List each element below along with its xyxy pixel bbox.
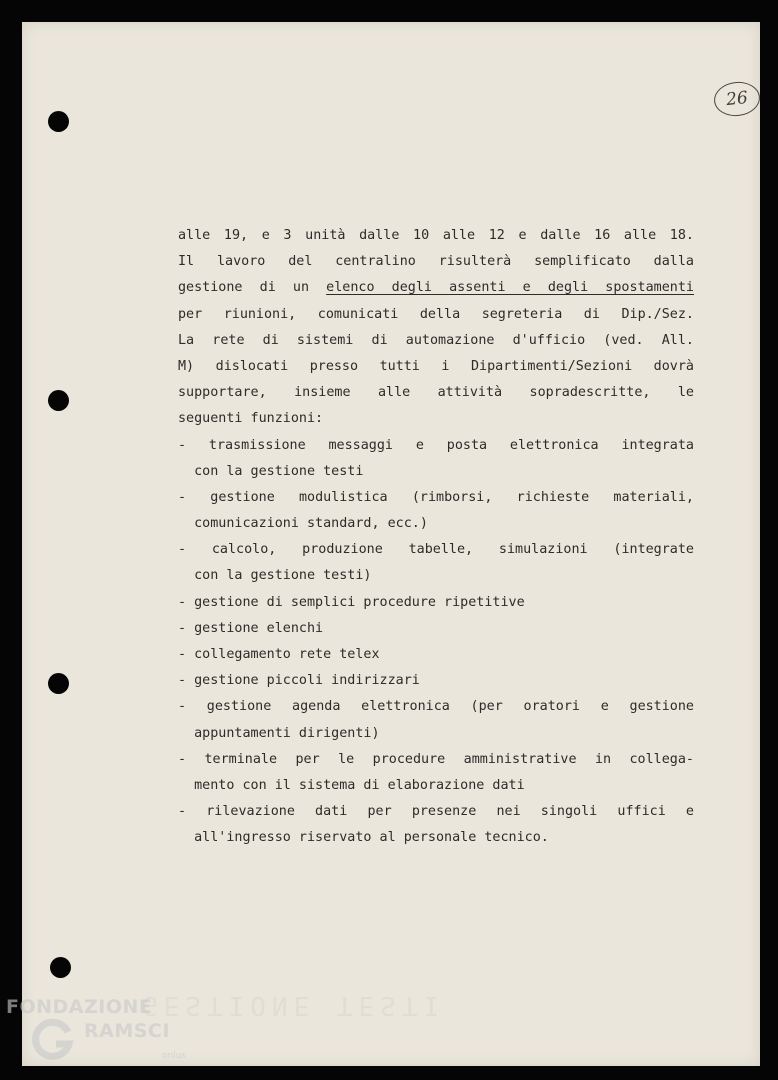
list-item: - trasmissione messaggi e posta elettronica integrata: [178, 437, 694, 453]
list-item-continuation: all'ingresso riservato al personale tecnico.: [178, 830, 549, 846]
list-item: - collegamento rete telex: [178, 647, 380, 662]
body-line: supportare, insieme alle attività sopradescritte, le: [178, 385, 694, 401]
body-line: Il lavoro del centralino risulterà semplificato dalla: [178, 254, 694, 270]
watermark-line2: RAMSCI: [84, 1020, 170, 1042]
list-item: - gestione modulistica (rimborsi, richieste materiali,: [178, 489, 694, 505]
list-item-continuation: comunicazioni standard, ecc.): [178, 516, 428, 532]
body-line: seguenti funzioni:: [178, 411, 324, 427]
body-line: La rete di sistemi di automazione d'ufficio (ved. All.: [178, 332, 694, 348]
list-item: - calcolo, produzione tabelle, simulazioni (integrate: [178, 542, 694, 558]
punch-hole: [48, 390, 69, 411]
body-line: alle 19, e 3 unità dalle 10 alle 12 e dalle 16 alle 18.: [178, 228, 694, 243]
watermark-logo: [6, 996, 196, 1076]
list-item: - gestione agenda elettronica (per oratori e gestione: [178, 699, 694, 715]
list-item: - gestione di semplici procedure ripetitive: [178, 594, 525, 610]
page-number: 26: [725, 87, 749, 111]
underlined-phrase: elenco degli assenti e degli spostamenti: [326, 280, 694, 296]
body-line: [178, 275, 694, 301]
punch-hole: [48, 111, 69, 132]
watermark-suffix: onlus: [162, 1051, 187, 1061]
body-line: per riunioni, comunicati della segreteria di Dip./Sez.: [178, 306, 694, 322]
list-item: - gestione elenchi: [178, 620, 324, 636]
page-number-circled: [712, 80, 761, 119]
list-item-continuation: appuntamenti dirigenti): [178, 725, 380, 741]
list-item: - gestione piccoli indirizzari: [178, 673, 420, 689]
body-line: M) dislocati presso tutti i Dipartimenti/Sezioni dovrà: [178, 358, 694, 374]
list-item-continuation: con la gestione testi: [178, 463, 364, 479]
body-text: gestione di un: [178, 280, 327, 296]
list-item-continuation: con la gestione testi): [178, 568, 372, 584]
function-list: [178, 433, 694, 852]
gramsci-g-icon: [30, 1018, 74, 1062]
show-through-text: GESTIONE TESTI: [142, 990, 446, 1020]
punch-hole: [50, 957, 71, 978]
list-item: - rilevazione dati per presenze nei singoli uffici e: [178, 804, 694, 820]
watermark-line1: FONDAZIONE: [6, 996, 153, 1018]
punch-hole: [48, 673, 69, 694]
list-item: - terminale per le procedure amministrative in collega-: [178, 751, 694, 767]
list-item-continuation: mento con il sistema di elaborazione dati: [178, 777, 525, 793]
document-body: [178, 223, 694, 852]
